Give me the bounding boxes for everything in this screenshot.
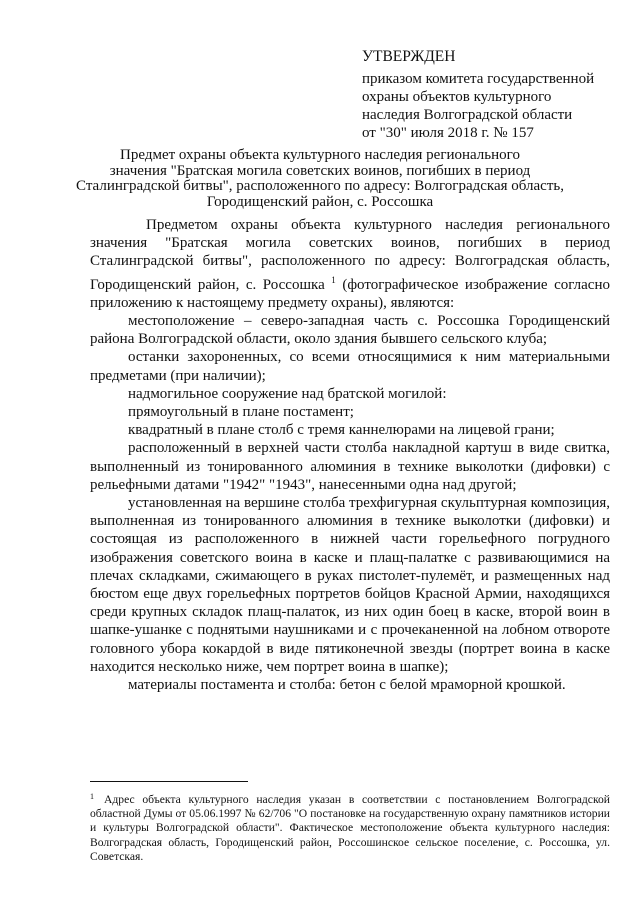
item-location: местоположение – северо-западная часть с. Россошка Городищенский района Волгоградской области, около здания бывшего сельского клуба; — [90, 313, 610, 348]
title-line-3: Сталинградской битвы", расположенного по адресу: Волгоградская область, — [76, 178, 564, 194]
footnote-text: Адрес объекта культурного наследия указан в соответствии с постановлением Волгоградской областной Думы от 05.06.1997 № 62/706 "О постановке на государственную охрану памятников истории и культуры Волгоградской области". Фактическое местоположение объекта культурного наследия: Волгоградская область, Городищенский район, Россошинское сельское поселение, с. Россошка, ул. Советская. — [90, 793, 610, 863]
footnote-reference: 1 — [331, 274, 336, 285]
document-body — [90, 216, 610, 694]
approval-line-4: от "30" июля 2018 г. № 157 — [362, 125, 534, 141]
approval-line-2: охраны объектов культурного — [362, 89, 552, 105]
approval-line-3: наследия Волгоградской области — [362, 107, 573, 123]
title-line-1: Предмет охраны объекта культурного наследия регионального — [120, 147, 520, 163]
item-gravestone-structure: надмогильное сооружение над братской могилой: — [128, 385, 447, 402]
approval-line-1: приказом комитета государственной — [362, 71, 595, 87]
title-line-2: значения "Братская могила советских воинов, погибших в период — [109, 162, 531, 179]
item-pedestal: прямоугольный в плане постамент; — [128, 404, 354, 421]
document-title — [60, 148, 580, 210]
item-cartouche: расположенный в верхней части столба накладной картуш в виде свитка, выполненный из тонированного алюминия в технике выколотки (дифовки) с рельефными датами "1942" "1943", нанесенными одна над другой; — [90, 440, 610, 493]
intro-text-continued: (фотографическое изображение согласно приложению к настоящему предмету охраны), являются: — [90, 276, 610, 311]
footnote — [90, 790, 610, 864]
item-pillar: квадратный в плане столб с тремя каннелюрами на лицевой грани; — [128, 422, 555, 439]
item-remains: останки захороненных, со всеми относящимися к ним материальными предметами (при наличии); — [90, 349, 610, 384]
approval-block — [362, 48, 632, 142]
item-materials: материалы постамента и столба: бетон с белой мраморной крошкой. — [128, 677, 566, 694]
approval-title: УТВЕРЖДЕН — [362, 48, 456, 65]
intro-text: Предметом охраны объекта культурного наследия регионального значения "Братская могила советских воинов, погибших в период Сталинградской битвы", расположенного по адресу: Волгоградская область, Городищенский район, с. Россошка — [90, 217, 610, 293]
item-sculpture: установленная на вершине столба трехфигурная скульптурная композиция, выполненная из тонированного алюминия в технике выколотки (дифовки) и состоящая из расположенного в нижней части горельефного погрудного изображения советского воина в каске и плащ-палатке с развивающимися на плечах складками, сжимающего в руках пистолет-пулемёт, и размещенных над бюстом еще двух горельефных портретов бойцов Красной Армии, находящихся среди крупных складок плащ-палаток, из них один боец в каске, второй воин в шапке-ушанке с поднятыми наушниками и с прочеканенной на лобном отвороте головного убора кокардой в виде пятиконечной звезды (портрет воина в каске находится несколько ниже, чем портрет воина в шапке); — [90, 495, 610, 675]
intro-paragraph — [90, 216, 610, 312]
footnote-number: 1 — [90, 792, 94, 801]
title-line-4: Городищенский район, с. Россошка — [206, 193, 434, 210]
footnote-divider — [90, 781, 248, 782]
